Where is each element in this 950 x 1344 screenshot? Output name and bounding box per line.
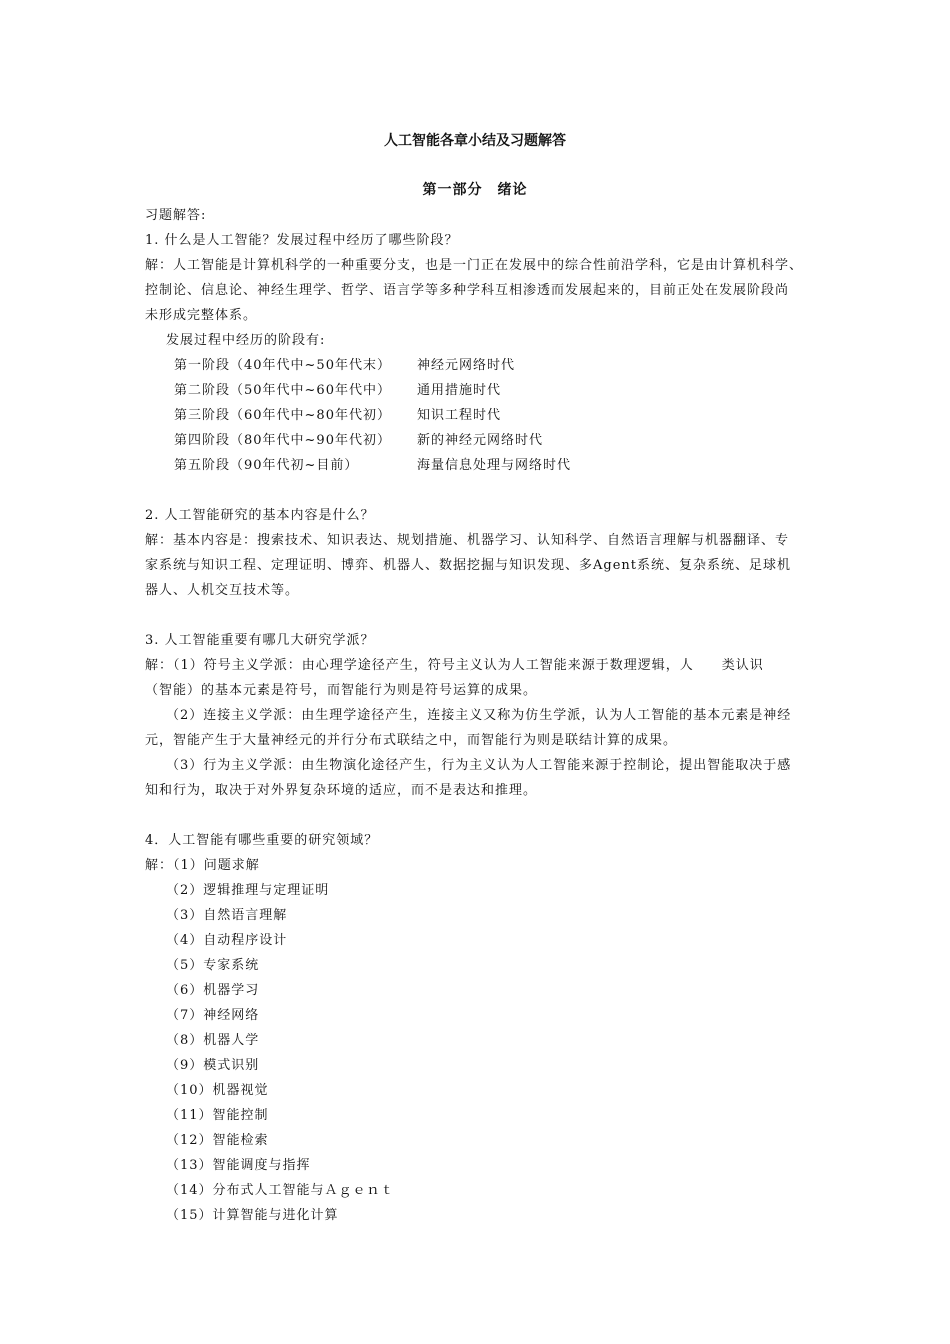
question-4: 4．人工智能有哪些重要的研究领域？	[145, 833, 379, 848]
research-area-item: （9）模式识别	[166, 1058, 260, 1073]
q3-answer-line: 元，智能产生于大量神经元的并行分布式联结之中，而智能行为则是联结计算的成果。	[145, 733, 678, 748]
research-area-item: （11）智能控制	[166, 1108, 269, 1123]
q3-answer-line: 知和行为，取决于对外界复杂环境的适应，而不是表达和推理。	[145, 783, 538, 798]
research-area-item: （3）自然语言理解	[166, 908, 288, 923]
spacer	[145, 478, 815, 503]
research-area-item: （14）分布式人工智能与Ａｇｅｎｔ	[166, 1183, 395, 1198]
stage-period: 第五阶段（90年代初~目前）	[174, 458, 359, 473]
research-area-item: （15）计算智能与进化计算	[166, 1208, 339, 1223]
stage-name: 知识工程时代	[417, 408, 502, 423]
research-area-item: （10）机器视觉	[166, 1083, 269, 1098]
q4-first-line: 解：（1）问题求解	[145, 858, 260, 873]
research-area-item: （5）专家系统	[166, 958, 260, 973]
stage-name: 海量信息处理与网络时代	[417, 458, 572, 473]
part-title: 第一部分 绪论	[422, 182, 528, 198]
stage-name: 新的神经元网络时代	[417, 433, 544, 448]
q3-answer-line: （智能）的基本元素是符号，而智能行为则是符号运算的成果。	[145, 683, 538, 698]
q2-answer-line: 器人、人机交互技术等。	[145, 583, 300, 598]
stage-name: 通用措施时代	[417, 383, 502, 398]
stage-period: 第一阶段（40年代中~50年代末）	[174, 358, 391, 373]
q3-answer-line: 解：（1）符号主义学派：由心理学途径产生，符号主义认为人工智能来源于数理逻辑，人 类认识	[145, 658, 764, 673]
question-2: 2. 人工智能研究的基本内容是什么？	[145, 508, 375, 523]
q2-answer-line: 解：基本内容是：搜索技术、知识表达、规划措施、机器学习、认知科学、自然语言理解与机器翻译、专	[145, 533, 790, 548]
research-area-item: （7）神经网络	[166, 1008, 260, 1023]
stage-row	[145, 428, 815, 453]
stages-intro: 发展过程中经历的阶段有:	[166, 333, 326, 348]
stage-row	[145, 353, 815, 378]
q3-answer-line: （2）连接主义学派：由生理学途径产生，连接主义又称为仿生学派，认为人工智能的基本元素是神经	[166, 708, 792, 723]
q1-answer-line: 控制论、信息论、神经生理学、哲学、语言学等多种学科互相渗透而发展起来的，目前正处在发展阶段尚	[145, 283, 790, 298]
stage-row	[145, 378, 815, 403]
research-area-item: （4）自动程序设计	[166, 933, 288, 948]
q1-answer-line: 解：人工智能是计算机科学的一种重要分支，也是一门正在发展中的综合性前沿学科，它是由计算机科学、	[145, 258, 804, 273]
question-1: 1. 什么是人工智能？发展过程中经历了哪些阶段？	[145, 233, 459, 248]
stage-row	[145, 453, 815, 478]
research-area-item: （13）智能调度与指挥	[166, 1158, 311, 1173]
research-area-item: （8）机器人学	[166, 1033, 260, 1048]
q1-answer-line: 未形成完整体系。	[145, 308, 258, 323]
document-body	[145, 203, 815, 1253]
stage-period: 第三阶段（60年代中~80年代初）	[174, 408, 391, 423]
q2-answer-line: 家系统与知识工程、定理证明、博弈、机器人、数据挖掘与知识发现、多Agent系统、复杂系统、足球机	[145, 558, 792, 573]
research-area-item: （6）机器学习	[166, 983, 260, 998]
stage-name: 神经元网络时代	[417, 358, 516, 373]
q3-answer-line: （3）行为主义学派：由生物演化途径产生，行为主义认为人工智能来源于控制论，提出智能取决于感	[166, 758, 792, 773]
research-area-item	[145, 1228, 815, 1253]
document-title: 人工智能各章小结及习题解答	[384, 133, 566, 149]
research-area-item: （12）智能检索	[166, 1133, 269, 1148]
exercise-heading: 习题解答:	[145, 208, 207, 223]
spacer	[145, 603, 815, 628]
stage-period: 第二阶段（50年代中~60年代中）	[174, 383, 391, 398]
stage-period: 第四阶段（80年代中~90年代初）	[174, 433, 391, 448]
stage-row	[145, 403, 815, 428]
question-3: 3. 人工智能重要有哪几大研究学派？	[145, 633, 375, 648]
spacer	[145, 803, 815, 828]
research-area-item: （2）逻辑推理与定理证明	[166, 883, 330, 898]
